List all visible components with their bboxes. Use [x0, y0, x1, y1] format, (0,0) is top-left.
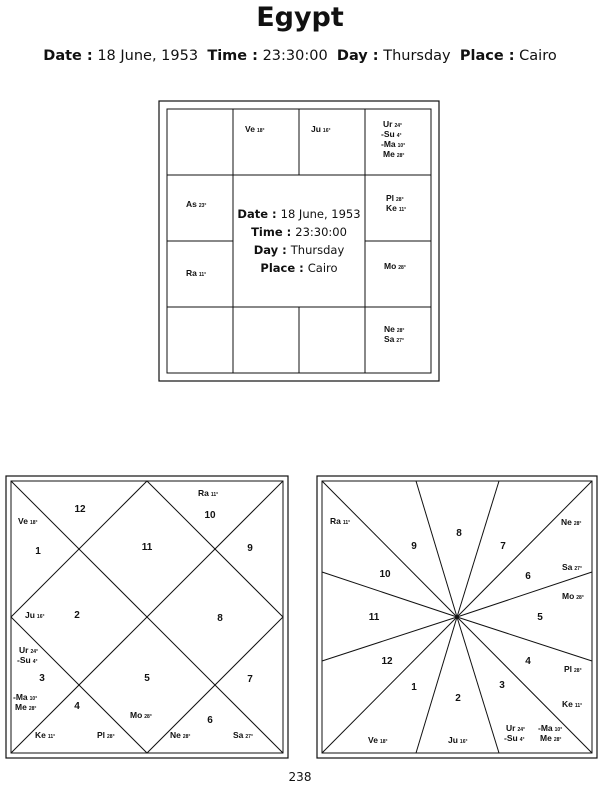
date-label: Date : [43, 48, 93, 64]
time-label: Time : [207, 48, 258, 64]
planet-ur: Ur 24° [383, 119, 403, 129]
house-number: 6 [525, 571, 531, 582]
planet-mo: Mo 28° [384, 261, 406, 271]
house-number: 4 [74, 701, 80, 712]
planet-mo: Mo 28° [562, 591, 584, 601]
house-number: 8 [456, 528, 462, 539]
planet-sa: Sa 27° [384, 334, 404, 344]
planet-ne: Ne 28° [384, 324, 405, 334]
house-number: 9 [411, 541, 417, 552]
planet-ve: Ve 18° [18, 516, 38, 526]
time-value: 23:30:00 [262, 48, 328, 64]
south-indian-chart [158, 100, 440, 382]
day-value: Thursday [383, 48, 451, 64]
planet-ke: Ke 11° [386, 203, 407, 213]
house-number: 11 [141, 542, 153, 553]
house-number: 3 [39, 673, 45, 684]
house-number: 10 [204, 510, 216, 521]
planet-ra: Ra 11° [186, 268, 207, 278]
day-label: Day : [336, 48, 379, 64]
planet-me: Me 28° [540, 733, 562, 743]
planet-ur: Ur 24° [506, 723, 526, 733]
planet-pl: Pl 28° [564, 664, 582, 674]
place-label: Place : [459, 48, 515, 64]
house-number: 1 [35, 546, 41, 557]
birth-info-line [0, 48, 600, 64]
house-number: 2 [455, 693, 461, 704]
planet-ra: Ra 11° [330, 516, 351, 526]
planet-su: -Su 4° [381, 129, 402, 139]
house-number: 3 [499, 680, 505, 691]
house-number: 1 [411, 682, 417, 693]
planet-ne: Ne 28° [170, 730, 191, 740]
house-number: 2 [74, 610, 80, 621]
place-value: Cairo [519, 48, 557, 64]
house-number: 7 [247, 674, 253, 685]
south-chart-svg [158, 100, 440, 382]
north-chart-svg [5, 475, 289, 759]
planet-ve: Ve 18° [245, 124, 265, 134]
date-value: 18 June, 1953 [97, 48, 199, 64]
center-time: Time : 23:30:00 [251, 225, 347, 239]
planet-pl: Pl 28° [386, 193, 404, 203]
planet-ve: Ve 18° [368, 735, 388, 745]
planet-su: -Su 4° [504, 733, 525, 743]
planet-me: Me 28° [383, 149, 405, 159]
center-place: Place : Cairo [260, 261, 338, 275]
east-chart-svg [316, 475, 600, 759]
east-indian-chart [316, 475, 600, 759]
house-number: 10 [379, 569, 391, 580]
planet-ra: Ra 11° [198, 488, 219, 498]
page-number: 238 [288, 770, 312, 784]
planet-as: As 23° [186, 199, 207, 209]
planet-sa: Sa 27° [562, 562, 582, 572]
house-number: 5 [537, 612, 543, 623]
page-title: Egypt [256, 2, 344, 33]
house-number: 6 [207, 715, 213, 726]
planet-ju: Ju 16° [311, 124, 331, 134]
planet-ur: Ur 24° [19, 645, 39, 655]
house-number: 9 [247, 543, 253, 554]
planet-su: -Su 4° [17, 655, 38, 665]
center-day: Day : Thursday [253, 243, 345, 257]
house-number: 4 [525, 656, 531, 667]
house-number: 8 [217, 613, 223, 624]
house-number: 7 [500, 541, 506, 552]
center-date: Date : 18 June, 1953 [237, 207, 361, 221]
planet-mo: Mo 28° [130, 710, 152, 720]
planet-sa: Sa 27° [233, 730, 253, 740]
house-number: 12 [74, 504, 86, 515]
north-indian-chart [5, 475, 289, 759]
planet-ma: -Ma 10° [381, 139, 406, 149]
planet-ju: Ju 16° [25, 610, 45, 620]
planet-me: Me 28° [15, 702, 37, 712]
house-number: 12 [381, 656, 393, 667]
planet-ma: -Ma 10° [13, 692, 38, 702]
house-number: 11 [368, 612, 380, 623]
planet-ke: Ke 11° [35, 730, 56, 740]
planet-ju: Ju 16° [448, 735, 468, 745]
planet-pl: Pl 28° [97, 730, 115, 740]
house-number: 5 [144, 673, 150, 684]
planet-ke: Ke 11° [562, 699, 583, 709]
planet-ne: Ne 28° [561, 517, 582, 527]
planet-ma: -Ma 10° [538, 723, 563, 733]
